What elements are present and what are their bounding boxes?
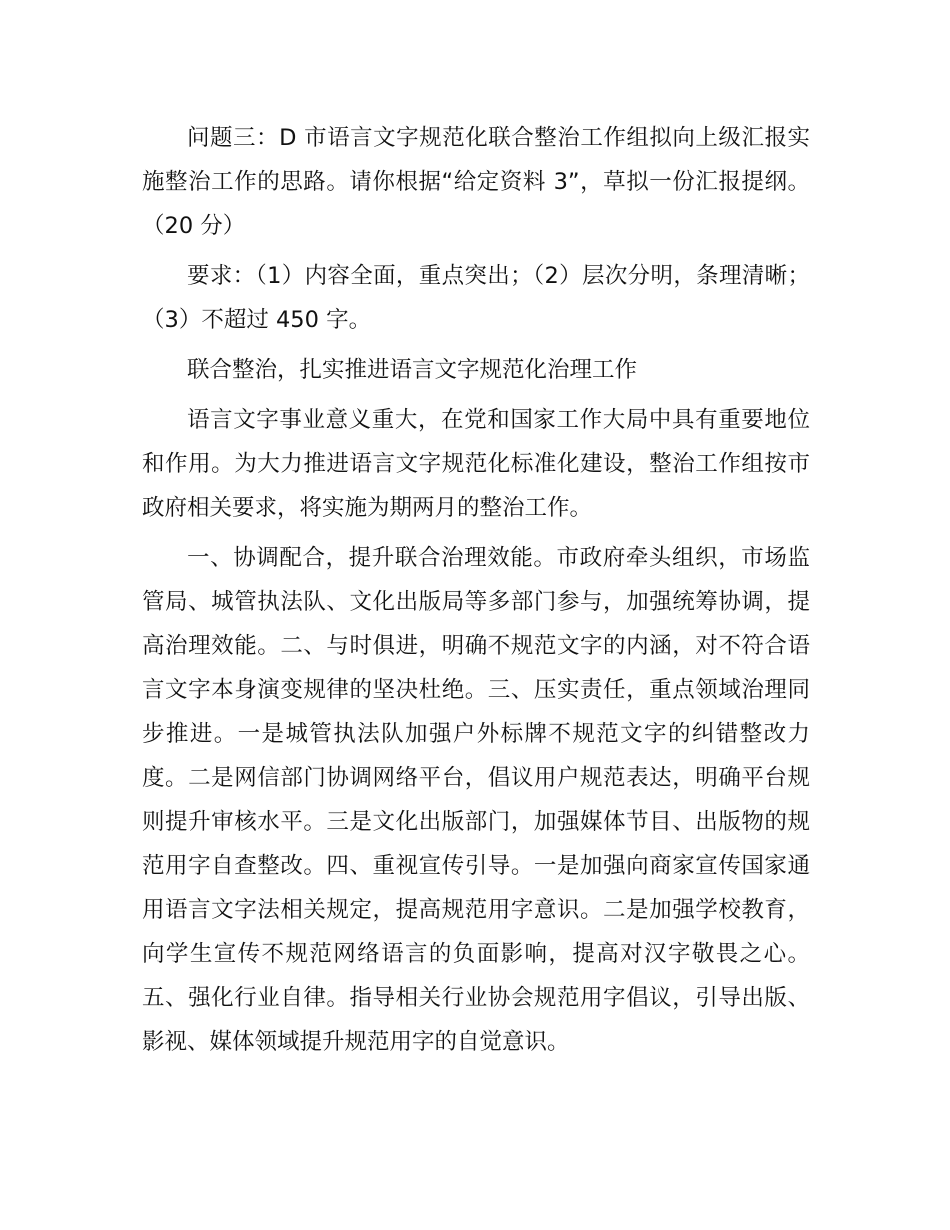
requirements-paragraph: 要求：（1）内容全面，重点突出；（2）层次分明，条理清晰；（3）不超过 450 字。 bbox=[142, 263, 810, 333]
body-paragraph: 一、协调配合，提升联合治理效能。市政府牵头组织，市场监管局、城管执法队、文化出版局等多部门参与，加强统筹协调，提高治理效能。二、与时俱进，明确不规范文字的内涵，对不符合语言文字本身演变规律的坚决杜绝。三、压实责任，重点领域治理同步推进。一是城管执法队加强户外标牌不规范文字的纠错整改力度。二是网信部门协调网络平台，倡议用户规范表达，明确平台规则提升审核水平。三是文化出版部门，加强媒体节目、出版物的规范用字自查整改。四、重视宣传引导。一是加强向商家宣传国家通用语言文字法相关规定，提高规范用字意识。二是加强学校教育，向学生宣传不规范网络语言的负面影响，提高对汉字敬畏之心。五、强化行业自律。指导相关行业协会规范用字倡议，引导出版、影视、媒体领域提升规范用字的自觉意识。 bbox=[142, 545, 810, 1055]
question-paragraph: 问题三：D 市语言文字规范化联合整治工作组拟向上级汇报实施整治工作的思路。请你根据“给定资料 3”，草拟一份汇报提纲。（20 分） bbox=[142, 125, 810, 239]
outline-title: 联合整治，扎实推进语言文字规范化治理工作 bbox=[187, 357, 638, 383]
intro-paragraph: 语言文字事业意义重大，在党和国家工作大局中具有重要地位和作用。为大力推进语言文字规范化标准化建设，整治工作组按市政府相关要求，将实施为期两月的整治工作。 bbox=[142, 407, 810, 521]
document-body bbox=[142, 116, 810, 1070]
